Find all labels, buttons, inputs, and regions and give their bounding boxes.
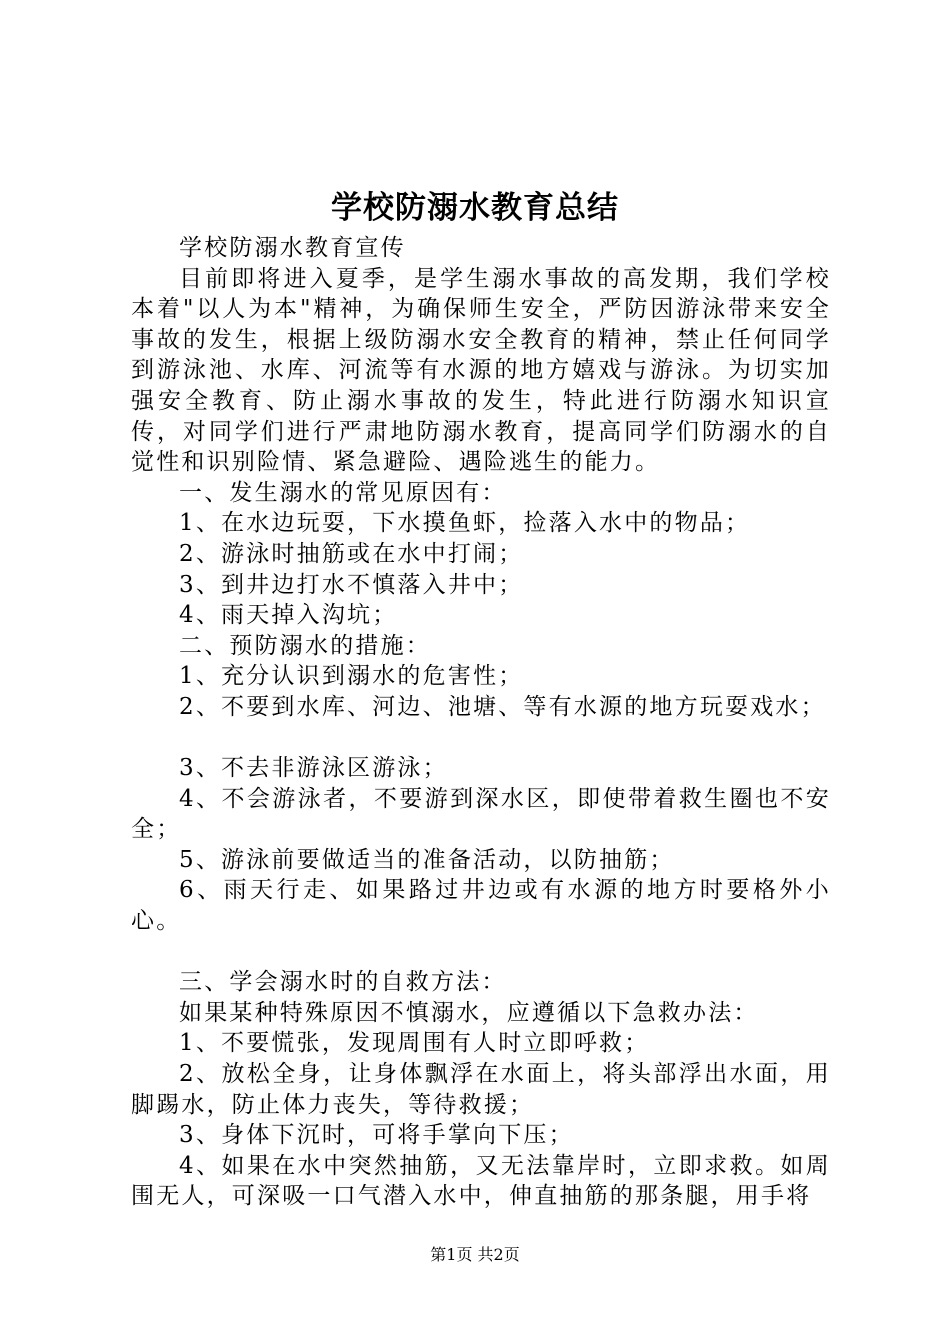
paragraph: 4、如果在水中突然抽筋，又无法靠岸时，立即求救。如周围无人，可深吸一口气潜入水中，伸直抽筋的那条腿，用手将 — [131, 1152, 831, 1210]
blank-line — [131, 937, 831, 968]
document-body — [131, 233, 831, 1212]
paragraph: 1、不要慌张，发现周围有人时立即呼救； — [179, 1030, 650, 1057]
paragraph: 3、不去非游泳区游泳； — [179, 755, 448, 782]
paragraph: 三、学会溺水时的自救方法： — [179, 969, 507, 996]
paragraph: 2、不要到水库、河边、池塘、等有水源的地方玩耍戏水； — [179, 693, 826, 720]
paragraph: 2、游泳时抽筋或在水中打闹； — [179, 540, 524, 567]
paragraph: 3、到井边打水不慎落入井中； — [179, 571, 524, 598]
paragraph: 3、身体下沉时，可将手掌向下压； — [179, 1122, 574, 1149]
paragraph: 2、放松全身，让身体飘浮在水面上，将头部浮出水面，用脚踢水，防止体力丧失，等待救援； — [131, 1061, 831, 1118]
page-footer: 第1页 共2页 — [430, 1245, 520, 1264]
paragraph: 如果某种特殊原因不慎溺水，应遵循以下急救办法： — [179, 999, 759, 1026]
paragraph: 学校防溺水教育宣传 — [179, 235, 406, 261]
paragraph: 4、雨天掉入沟坑； — [179, 602, 398, 629]
paragraph: 1、充分认识到溺水的危害性； — [179, 663, 524, 690]
paragraph: 二、预防溺水的措施： — [179, 632, 431, 659]
paragraph: 6、雨天行走、如果路过井边或有水源的地方时要格外小心。 — [131, 877, 831, 935]
paragraph: 5、游泳前要做适当的准备活动，以防抽筋； — [179, 846, 675, 873]
paragraph: 一、发生溺水的常见原因有： — [179, 479, 507, 506]
paragraph: 4、不会游泳者，不要游到深水区，即使带着救生圈也不安全； — [131, 785, 831, 843]
document-title: 学校防溺水教育总结 — [331, 190, 619, 226]
paragraph: 1、在水边玩耍，下水摸鱼虾，捡落入水中的物品； — [179, 510, 751, 537]
blank-line — [131, 723, 831, 754]
paragraph: 目前即将进入夏季，是学生溺水事故的高发期，我们学校本着"以人为本"精神，为确保师生安全，严防因游泳带来安全事故的发生，根据上级防溺水安全教育的精神，禁止任何同学到游泳池、水库、河流等有水源的地方嬉戏与游泳。为切实加强安全教育、防止溺水事故的发生，特此进行防溺水知识宣传，对同学们进行严肃地防溺水教育，提高同学们防溺水的自觉性和识别险情、紧急避险、遇险逃生的能力。 — [131, 265, 831, 476]
